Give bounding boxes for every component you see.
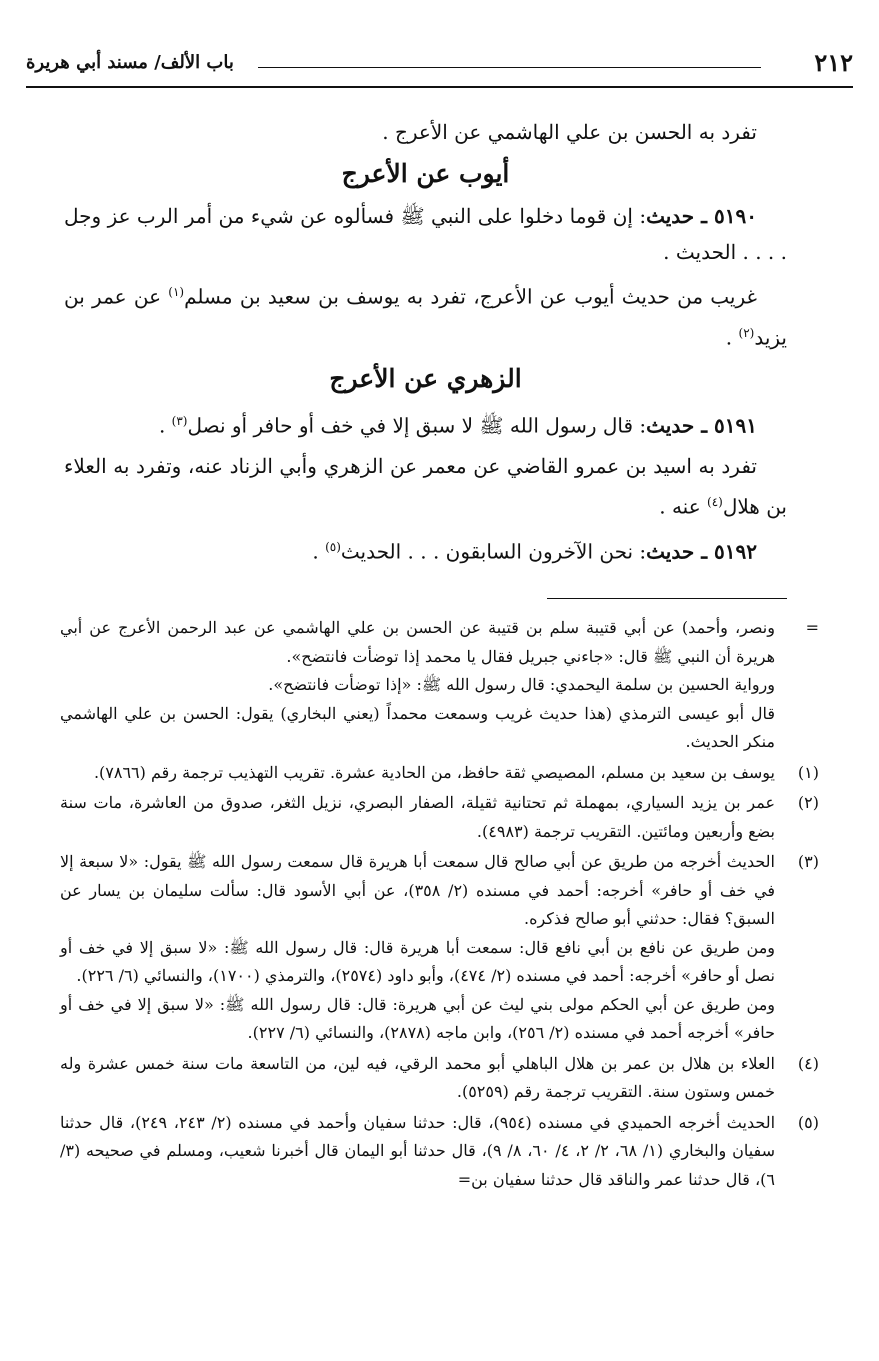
hadith-number: ٥١٩١ ـ حديث bbox=[646, 413, 757, 438]
footnote-marker: (٣) bbox=[797, 852, 819, 871]
footnote-text: يوسف بن سعيد بن مسلم، المصيصي ثقة حافظ، من الحادية عشرة. تقريب التهذيب ترجمة رقم (٧٨٦٦). bbox=[93, 762, 775, 782]
main-text bbox=[64, 114, 787, 573]
hadith-number: ٥١٩٠ ـ حديث bbox=[646, 204, 757, 228]
footnote-marker: (٥) bbox=[797, 1112, 819, 1132]
footnote-text: الحديث أخرجه من طريق عن أبي صالح قال سمعت أبا هريرة قال سمعت رسول الله ﷺ يقول: «لا سبعة إلا في خف أو حافر» أخرجه: أحمد في مسنده (٢/ ٣٥٨)، عن أبي الأسود قال: سألت سليمان بن يسار عن السبق؟ فقال: حدثني أبو صالح فذكره. bbox=[60, 852, 775, 928]
paragraph bbox=[64, 448, 787, 525]
footnotes bbox=[60, 614, 819, 1196]
chapter-title: باب الألف/ مسند أبي هريرة bbox=[26, 52, 234, 73]
footnote-text: قال أبو عيسى الترمذي (هذا حديث غريب وسمعت محمداً (يعني البخاري) يقول: الحسن بن علي الهاشمي منكر الحديث. bbox=[60, 703, 775, 751]
footnote-ref: (٢) bbox=[738, 325, 755, 340]
footnote-marker: (١) bbox=[797, 762, 819, 782]
footnote-ref: (١) bbox=[168, 285, 185, 299]
footnote-text: ومن طريق عن أبي الحكم مولى بني ليث عن أبي هريرة: قال: قال رسول الله ﷺ: «لا سبق إلا في خف أو حافر» أخرجه أحمد في مسنده (٢/ ٢٥٦)، وابن ماجه (٢٨٧٨)، والنسائي (٦/ ٢٢٧). bbox=[60, 994, 775, 1042]
header-rule bbox=[26, 86, 853, 88]
footnote-text: ورواية الحسين بن سلمة اليحمدي: قال رسول الله ﷺ: «إذا توضأت فانتضح». bbox=[268, 675, 775, 694]
footnote-separator bbox=[547, 598, 787, 599]
hadith-entry bbox=[64, 529, 787, 570]
text-run: . bbox=[158, 413, 172, 438]
hadith-text: : قال رسول الله ﷺ لا سبق إلا في خف أو حافر أو نصل bbox=[187, 413, 647, 438]
section-heading: أيوب عن الأعرج bbox=[341, 159, 510, 188]
footnote-marker: = bbox=[805, 618, 819, 637]
page-number: ٢١٢ bbox=[814, 48, 853, 77]
footnote-4 bbox=[60, 1050, 819, 1107]
text-run: غريب من حديث أيوب عن الأعرج، تفرد به يوسف بن سعيد بن مسلم bbox=[184, 284, 757, 309]
footnote-ref: (٣) bbox=[171, 414, 188, 429]
footnote-text: ومن طريق عن نافع بن أبي نافع قال: سمعت أبا هريرة قال: قال رسول الله ﷺ: «لا سبق إلا في خف أو نصل أو حافر» أخرجه: أحمد في مسنده (٢/ ٤٧٤)، وأبو داود (٢٥٧٤)، والترمذي (١٧٠٠)، والنسائي (٦/ ٢٢٦). bbox=[60, 937, 775, 985]
footnote-5 bbox=[60, 1109, 819, 1195]
footnote-text: الحديث أخرجه الحميدي في مسنده (٩٥٤)، قال: حدثنا سفيان وأحمد في مسنده (٢/ ٢٤٣، ٢٤٩)، قال حدثنا سفيان والبخاري (١/ ٦٨، ٢/ ٢، ٤/ ٦٠، ٨/ ٩)، قال حدثنا أبو اليمان قال أخبرنا شعيب، ومسلم في صحيحه (٣/ ٦)، قال حدثنا عمر والناقد قال حدثنا سفيان بن= bbox=[60, 1112, 776, 1189]
hadith-entry bbox=[64, 403, 787, 444]
footnote-ref: (٤) bbox=[707, 494, 723, 509]
footnote-2 bbox=[60, 789, 819, 846]
footnote-marker: (٤) bbox=[797, 1053, 819, 1073]
hadith-number: ٥١٩٢ ـ حديث bbox=[646, 539, 757, 564]
footnote-continuation bbox=[60, 614, 819, 757]
hadith-entry bbox=[64, 198, 787, 270]
text-run: تفرد به اسيد بن عمرو القاضي عن معمر عن الزهري وأبي الزناد عنه، وتفرد به العلاء بن هلال bbox=[64, 453, 787, 519]
running-header bbox=[26, 48, 853, 82]
text-run: عن عمر بن يزيد bbox=[64, 284, 787, 350]
text-run: عنه . bbox=[659, 494, 707, 519]
hadith-text: : إن قوما دخلوا على النبي ﷺ فسألوه عن شيء من أمر الرب عز وجل . . . . الحديث . bbox=[64, 204, 787, 264]
hadith-text: : نحن الآخرون السابقون . . . الحديث bbox=[340, 539, 647, 564]
footnote-text: العلاء بن هلال بن عمر بن هلال الباهلي أبو محمد الرقي، فيه لين، من التاسعة مات سنة خمس عشرة وله خمس وستون سنة. التقريب ترجمة رقم (٥٢٥٩). bbox=[60, 1053, 775, 1101]
footnote-1 bbox=[60, 759, 819, 788]
header-dash-line bbox=[258, 67, 761, 68]
paragraph bbox=[64, 274, 787, 355]
footnote-text: ونصر، وأحمد) عن أبي قتيبة سلم بن قتيبة عن الحسن بن علي الهاشمي عن عبد الرحمن الأعرج عن أبي هريرة أن النبي ﷺ قال: «جاءني جبريل فقال يا محمد إذا توضأت فانتضح». bbox=[60, 618, 775, 666]
text-run: . bbox=[725, 325, 739, 350]
footnote-3 bbox=[60, 848, 819, 1048]
footnote-text: عمر بن يزيد السياري، بمهملة ثم تحتانية ثقيلة، الصفار البصري، نزيل الثغر، صدوق من العاشرة، مات سنة بضع وأربعين ومائتين. التقريب ترجمة (٤٩٨٣). bbox=[60, 793, 775, 841]
section-heading: الزهري عن الأعرج bbox=[329, 364, 522, 394]
footnote-ref: (٥) bbox=[325, 539, 341, 554]
text-run: . bbox=[312, 539, 326, 564]
footnote-marker: (٢) bbox=[797, 793, 819, 812]
paragraph: تفرد به الحسن بن علي الهاشمي عن الأعرج . bbox=[382, 120, 757, 144]
